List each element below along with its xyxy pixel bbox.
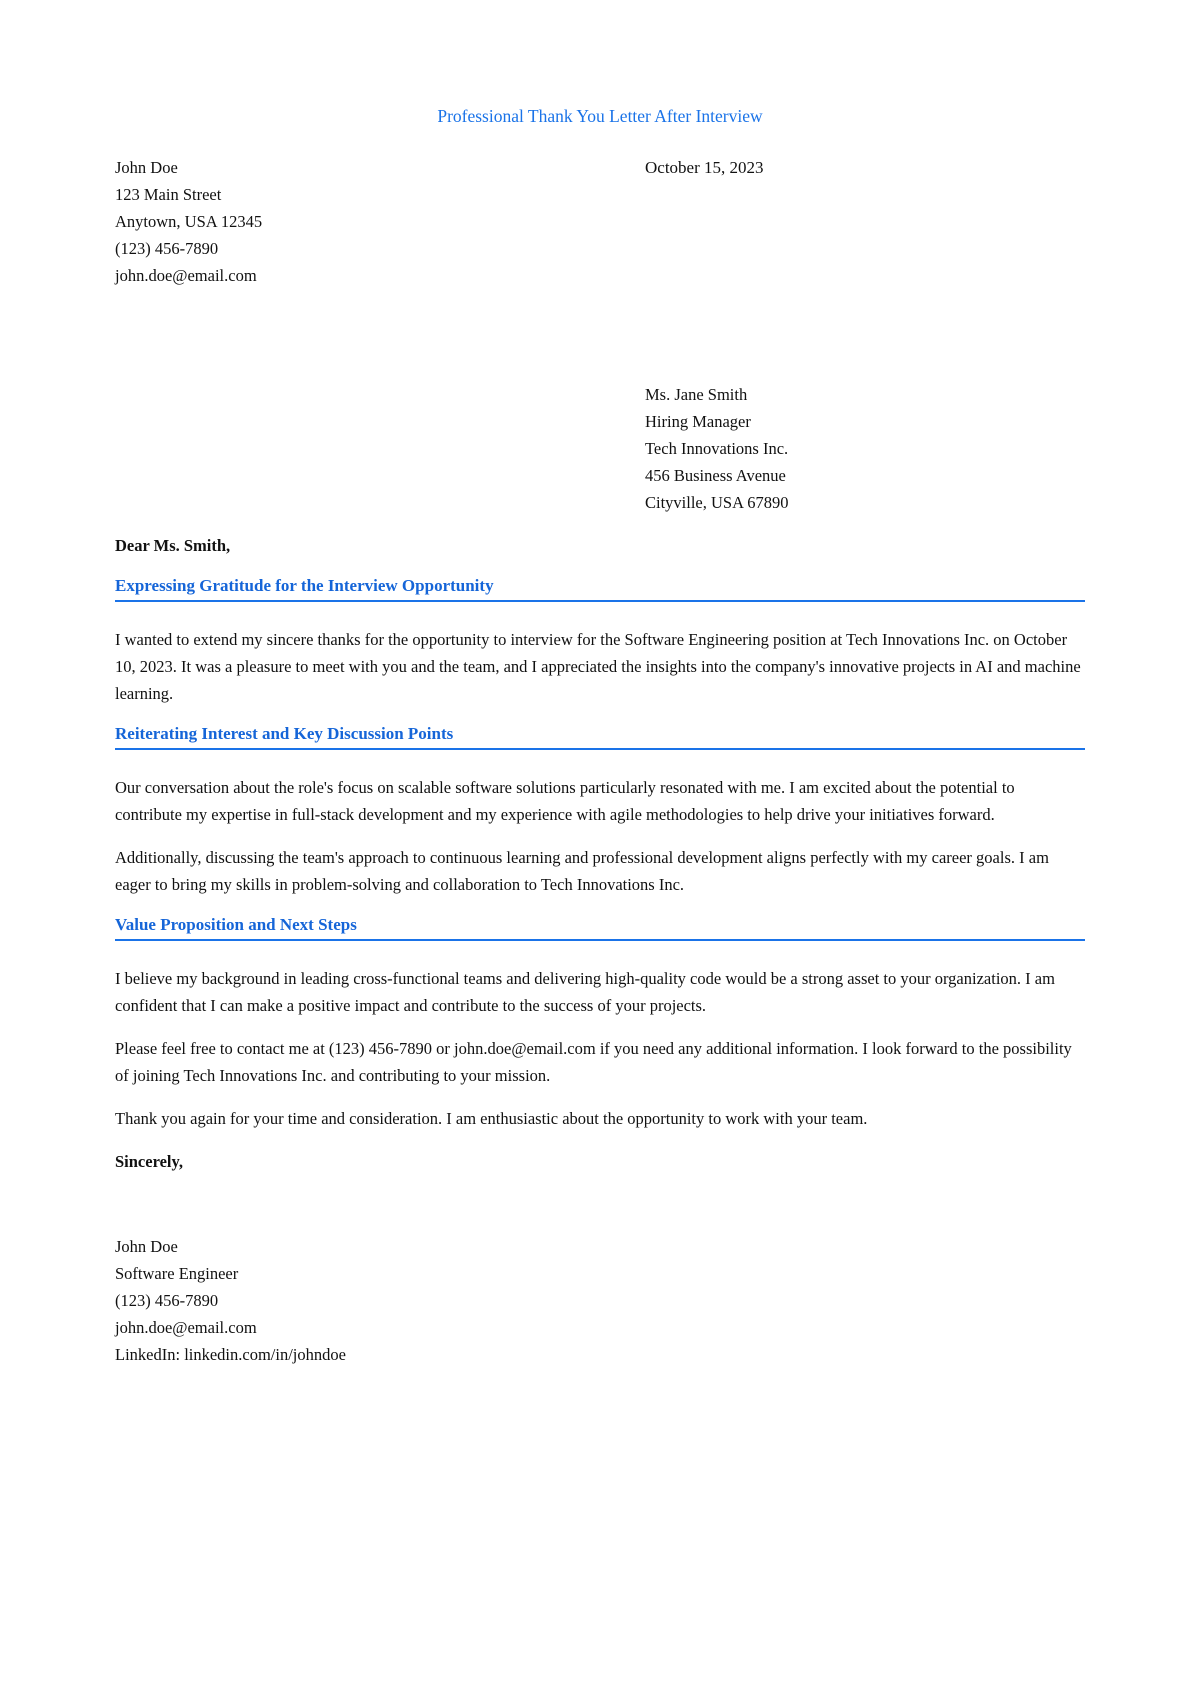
- salutation: Dear Ms. Smith,: [115, 536, 231, 555]
- letter-header: [115, 154, 1085, 289]
- paragraph: I wanted to extend my sincere thanks for the opportunity to interview for the Software Engineering position at Tech Innovations Inc. on October 10, 2023. It was a pleasure to meet with you and the team, and I appreciated the insights into the company's innovative projects in AI and machine learning.: [115, 630, 1081, 703]
- section-interest: [115, 723, 1085, 898]
- paragraph: Our conversation about the role's focus on scalable software solutions particularly resonated with me. I am excited about the potential to contribute my expertise in full-stack development and my experience with agile methodologies to help drive your initiatives forward.: [115, 778, 1015, 824]
- paragraph: Please feel free to contact me at (123) 456-7890 or john.doe@email.com if you need any additional information. I look forward to the possibility of joining Tech Innovations Inc. and contributing to your mission.: [115, 1039, 1072, 1085]
- sender-street: 123 Main Street: [115, 185, 222, 204]
- signature-job-title: Software Engineer: [115, 1264, 239, 1283]
- section-heading-gratitude: Expressing Gratitude for the Interview Opportunity: [115, 575, 1085, 602]
- recipient-title: Hiring Manager: [645, 412, 751, 431]
- section-value-proposition: [115, 914, 1085, 1132]
- recipient-address-block: [645, 381, 1085, 516]
- sender-email: john.doe@email.com: [115, 266, 257, 285]
- section-gratitude: [115, 575, 1085, 707]
- letter-title: Professional Thank You Letter After Interview: [437, 106, 763, 126]
- signature-block: [115, 1233, 1085, 1368]
- sender-city: Anytown, USA 12345: [115, 212, 263, 231]
- sender-name: John Doe: [115, 158, 178, 177]
- section-heading-value-proposition: Value Proposition and Next Steps: [115, 914, 1085, 941]
- signature-email: john.doe@email.com: [115, 1318, 257, 1337]
- sender-phone: (123) 456-7890: [115, 239, 219, 258]
- signature-phone: (123) 456-7890: [115, 1291, 219, 1310]
- signature-linkedin: LinkedIn: linkedin.com/in/johndoe: [115, 1345, 346, 1364]
- paragraph: Thank you again for your time and consideration. I am enthusiastic about the opportunity to work with your team.: [115, 1109, 868, 1128]
- closing: Sincerely,: [115, 1152, 183, 1171]
- recipient-company: Tech Innovations Inc.: [645, 439, 789, 458]
- sender-address-block: [115, 154, 1085, 289]
- letter-date: October 15, 2023: [645, 158, 764, 177]
- paragraph: Additionally, discussing the team's approach to continuous learning and professional development aligns perfectly with my career goals. I am eager to bring my skills in problem-solving and collaboration to Tech Innovations Inc.: [115, 848, 1049, 894]
- signature-name: John Doe: [115, 1237, 178, 1256]
- recipient-city: Cityville, USA 67890: [645, 493, 789, 512]
- recipient-street: 456 Business Avenue: [645, 466, 786, 485]
- paragraph: I believe my background in leading cross-functional teams and delivering high-quality code would be a strong asset to your organization. I am confident that I can make a positive impact and contribute to the success of your projects.: [115, 969, 1055, 1015]
- section-heading-interest: Reiterating Interest and Key Discussion Points: [115, 723, 1085, 750]
- recipient-name: Ms. Jane Smith: [645, 385, 748, 404]
